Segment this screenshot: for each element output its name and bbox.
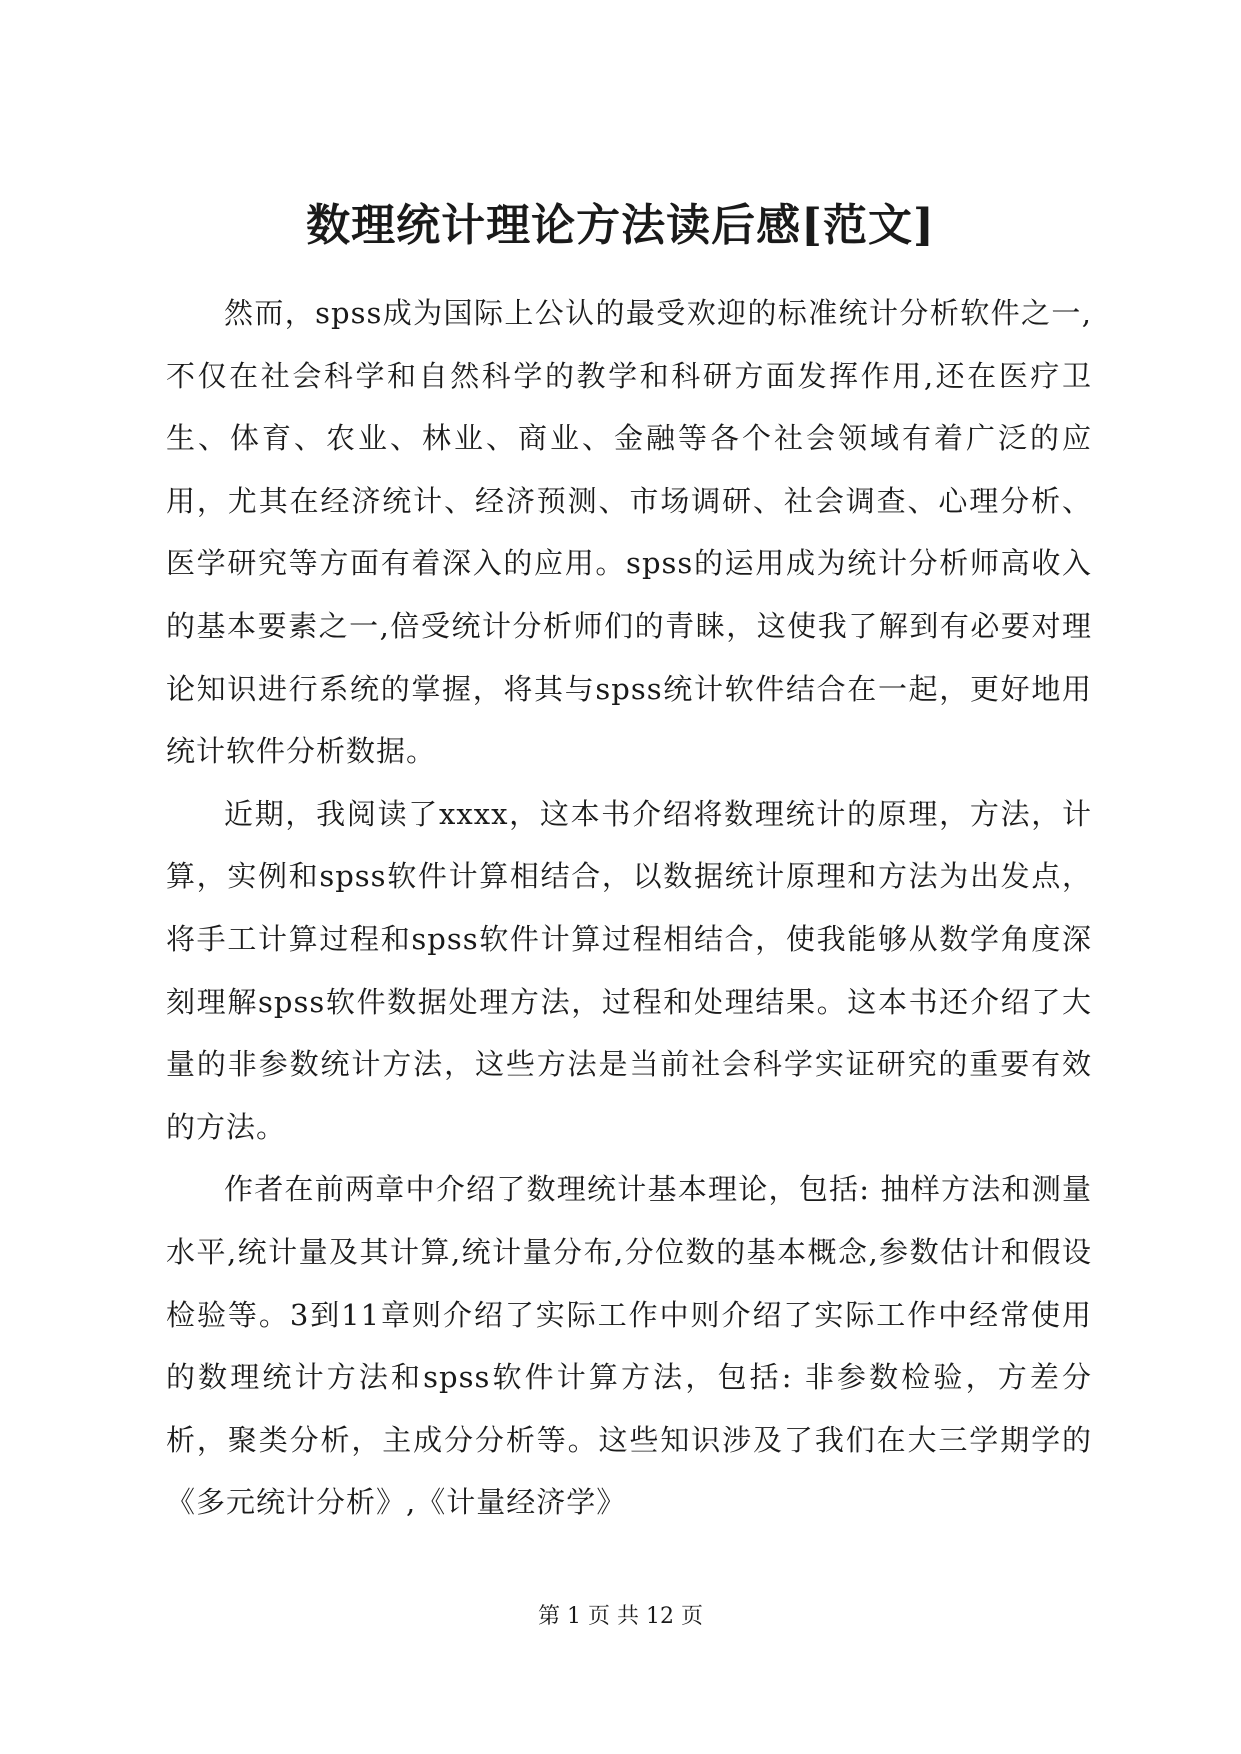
paragraph-3: 作者在前两章中介绍了数理统计基本理论，包括: 抽样方法和测量水平,统计量及其计算,统计量分布,分位数的基本概念,参数估计和假设检验等。3到11章则介绍了实际工作中则介绍了实际工作中经常使用的数理统计方法和spss软件计算方法，包括: 非参数检验，方差分析，聚类分析，主成分分析等。这些知识涉及了我们在大三学期学的《多元统计分析》,《计量经济学》: [166, 1172, 1092, 1520]
paragraph-1: 然而，spss成为国际上公认的最受欢迎的标准统计分析软件之一,不仅在社会科学和自然科学的教学和科研方面发挥作用,还在医疗卫生、体育、农业、林业、商业、金融等各个社会领域有着广泛的应用，尤其在经济统计、经济预测、市场调研、社会调查、心理分析、医学研究等方面有着深入的应用。spss的运用成为统计分析师高收入的基本要素之一,倍受统计分析师们的青睐，这使我了解到有必要对理论知识进行系统的掌握，将其与spss统计软件结合在一起，更好地用统计软件分析数据。: [166, 296, 1092, 769]
document-title: 数理统计理论方法读后感[范文]: [306, 200, 935, 251]
document-body: [166, 282, 1092, 1534]
paragraph-2: 近期，我阅读了xxxx，这本书介绍将数理统计的原理，方法，计算，实例和spss软件计算相结合，以数据统计原理和方法为出发点，将手工计算过程和spss软件计算过程相结合，使我能够从数学角度深刻理解spss软件数据处理方法，过程和处理结果。这本书还介绍了大量的非参数统计方法，这些方法是当前社会科学实证研究的重要有效的方法。: [166, 796, 1092, 1144]
page-number-footer: 第 1 页 共 12 页: [538, 1604, 703, 1629]
